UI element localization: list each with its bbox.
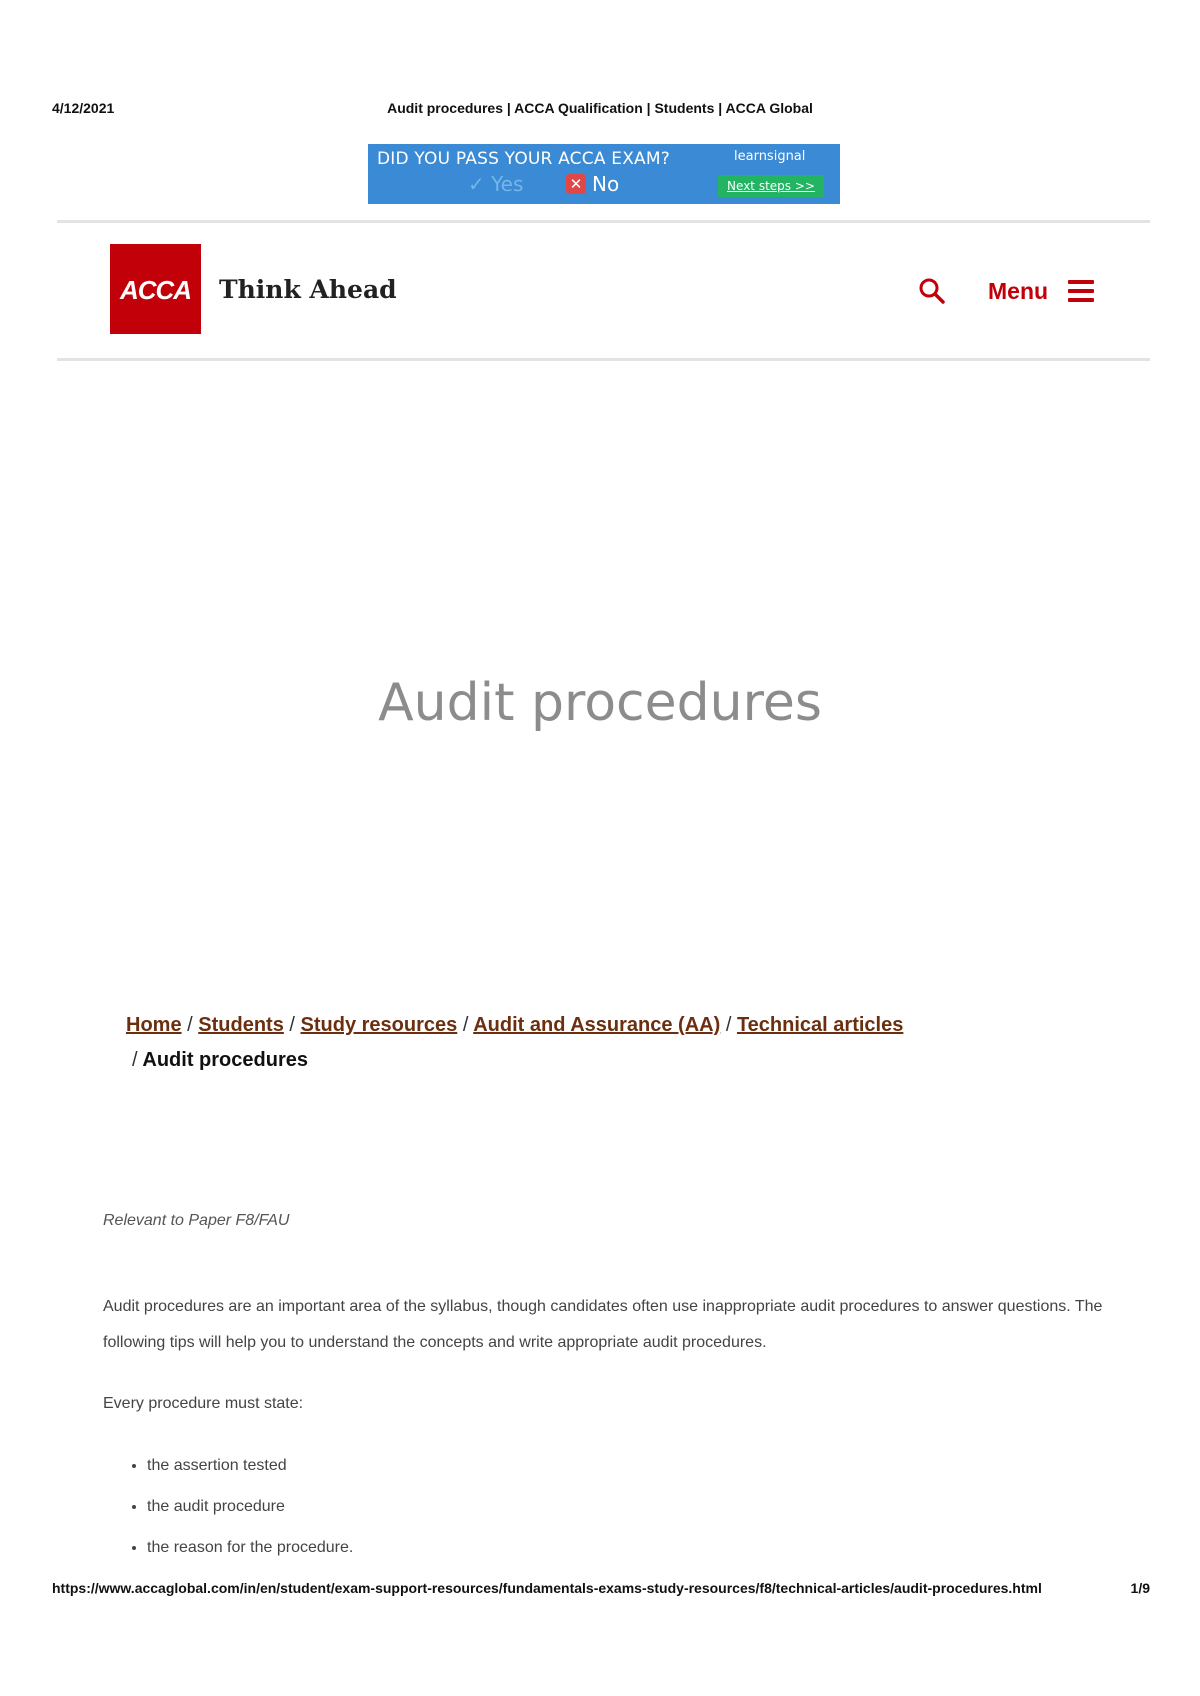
list-item: • the audit procedure: [147, 1486, 353, 1527]
procedure-requirements-list: [127, 1445, 353, 1568]
breadcrumb-audit-assurance[interactable]: Audit and Assurance (AA): [473, 1014, 721, 1036]
print-url: https://www.accaglobal.com/in/en/student/exam-support-resources/fundamentals-exams-study-resources/f8/technical-articles/audit-procedures.html: [52, 1580, 1042, 1596]
article-lead-in: Every procedure must state:: [103, 1395, 304, 1412]
search-icon: [918, 277, 946, 305]
banner-brand: learnsignal: [734, 149, 806, 164]
breadcrumb-current-label: Audit procedures: [142, 1049, 308, 1071]
print-header: [52, 100, 1148, 120]
divider: [57, 220, 1150, 223]
print-title: Audit procedures | ACCA Qualification | Students | ACCA Global: [387, 100, 813, 116]
breadcrumb-separator: /: [462, 1014, 469, 1036]
breadcrumb-current: [132, 1043, 308, 1078]
breadcrumb-separator: /: [132, 1049, 138, 1071]
print-date: 4/12/2021: [52, 100, 115, 116]
banner-yes-button[interactable]: ✓ Yes: [468, 172, 524, 196]
breadcrumb-separator: /: [289, 1014, 295, 1036]
breadcrumb-technical-articles[interactable]: Technical articles: [736, 1014, 904, 1036]
logo-text: ACCA: [119, 275, 192, 305]
breadcrumb-separator: /: [187, 1014, 193, 1036]
menu-button[interactable]: [988, 275, 1094, 307]
search-button[interactable]: [918, 277, 946, 305]
print-page-number: 1/9: [1130, 1580, 1150, 1596]
breadcrumb-separator: /: [725, 1014, 732, 1036]
breadcrumb: [126, 1008, 1006, 1078]
breadcrumb-students[interactable]: Students: [198, 1014, 284, 1036]
hamburger-icon: [1068, 280, 1094, 302]
tagline: Think Ahead: [219, 275, 397, 304]
banner-question: DID YOU PASS YOUR ACCA EXAM?: [377, 149, 670, 169]
ad-banner[interactable]: [368, 144, 840, 204]
article-relevance: Relevant to Paper F8/FAU: [103, 1212, 290, 1229]
breadcrumb-home[interactable]: Home: [126, 1014, 182, 1036]
article-intro: Audit procedures are an important area of the syllabus, though candidates often use inappropriate audit procedures to answer questions. The following tips will help you to understand the concepts and write appropriate audit procedures.: [103, 1298, 1103, 1351]
banner-no-label: No: [592, 172, 620, 196]
page-title: Audit procedures: [378, 672, 822, 733]
list-item: • the reason for the procedure.: [147, 1527, 353, 1568]
acca-logo[interactable]: [110, 244, 201, 334]
banner-no-button[interactable]: [566, 172, 619, 196]
banner-next-steps-button[interactable]: Next steps >>: [718, 175, 824, 197]
list-item: • the assertion tested: [147, 1445, 353, 1486]
menu-label: Menu: [988, 277, 1049, 304]
breadcrumb-study-resources[interactable]: Study resources: [300, 1014, 458, 1036]
divider: [57, 358, 1150, 361]
close-icon: ✕: [566, 174, 586, 194]
